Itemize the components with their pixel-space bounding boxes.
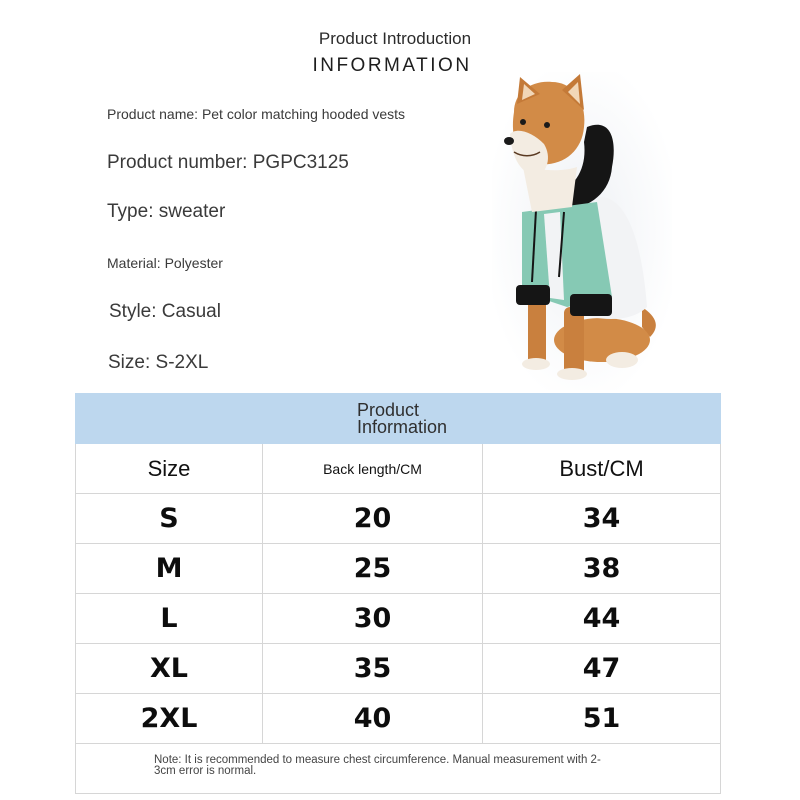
table-banner	[76, 394, 721, 444]
spec-type: Type: sweater	[107, 201, 226, 222]
back-length-value: 25	[353, 553, 392, 584]
cell-bust	[483, 544, 721, 594]
cell-back-length	[263, 644, 483, 694]
bust-value: 38	[582, 553, 621, 584]
size-chart-table	[75, 393, 721, 794]
table-banner-text	[349, 399, 448, 437]
cell-size	[76, 544, 263, 594]
intro-subtitle: INFORMATION	[312, 55, 472, 76]
measurement-note: Note: It is recommended to measure chest circumference. Manual measurement with 2-3cm error is normal.	[76, 744, 721, 794]
banner-line-1: Product	[356, 399, 420, 420]
table-note-row	[76, 744, 721, 794]
bust-value: 44	[582, 603, 621, 634]
bust-value: 51	[582, 703, 621, 734]
table-banner-row	[76, 394, 721, 444]
bust-value: 34	[582, 503, 621, 534]
table-row	[76, 594, 721, 644]
spec-style: Style: Casual	[109, 301, 221, 322]
spec-product-number: Product number: PGPC3125	[107, 152, 349, 173]
banner-line-2: Information	[356, 416, 448, 437]
cell-bust	[483, 594, 721, 644]
intro-title: Product Introduction	[318, 29, 472, 48]
size-value: 2XL	[140, 703, 198, 734]
table-row	[76, 644, 721, 694]
table-row	[76, 494, 721, 544]
table-row	[76, 544, 721, 594]
back-length-value: 35	[353, 653, 392, 684]
cell-bust	[483, 644, 721, 694]
column-header-bust: Bust/CM	[483, 444, 721, 494]
spec-size: Size: S-2XL	[108, 352, 209, 373]
cell-back-length	[263, 594, 483, 644]
cell-size	[76, 644, 263, 694]
column-header-size: Size	[76, 444, 263, 494]
back-length-value: 30	[353, 603, 392, 634]
dog-in-hoodie-illustration	[492, 72, 672, 390]
table-row	[76, 694, 721, 744]
cell-back-length	[263, 694, 483, 744]
spec-material: Material: Polyester	[107, 255, 223, 271]
size-value: L	[160, 603, 178, 634]
size-value: XL	[149, 653, 189, 684]
size-value: S	[159, 503, 179, 534]
cell-size	[76, 494, 263, 544]
product-photo	[492, 72, 672, 390]
bust-value: 47	[582, 653, 621, 684]
cell-bust	[483, 494, 721, 544]
cell-bust	[483, 694, 721, 744]
cell-back-length	[263, 494, 483, 544]
cell-size	[76, 694, 263, 744]
spec-product-name: Product name: Pet color matching hooded vests	[107, 106, 406, 122]
cell-size	[76, 594, 263, 644]
cell-back-length	[263, 544, 483, 594]
column-header-back-length: Back length/CM	[263, 444, 483, 494]
table-header-row	[76, 444, 721, 494]
size-value: M	[155, 553, 183, 584]
back-length-value: 20	[353, 503, 392, 534]
back-length-value: 40	[353, 703, 392, 734]
